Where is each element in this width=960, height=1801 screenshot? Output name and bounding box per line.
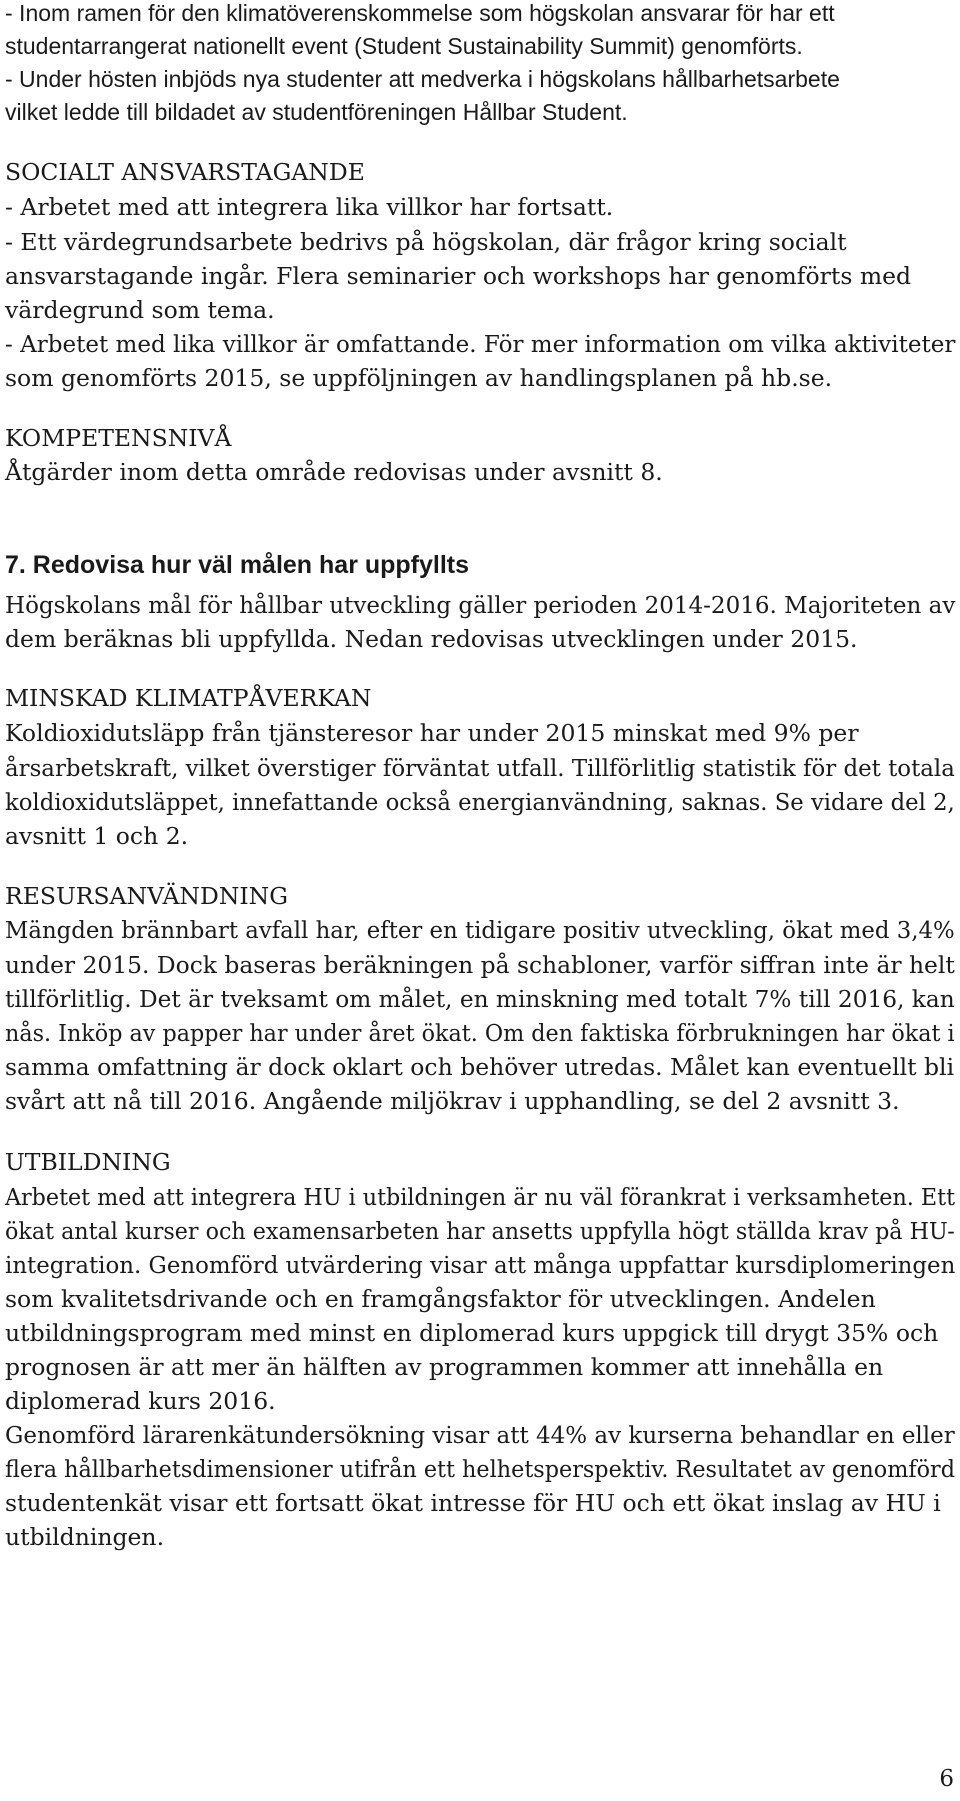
section-7-line: dem beräknas bli uppfyllda. Nedan redovisas utvecklingen under 2015. [5,625,858,653]
socialt-line: ansvarstagande ingår. Flera seminarier och workshops har genomförts med [5,262,912,290]
section-7-heading: 7. Redovisa hur väl målen har uppfyllts [5,551,470,579]
utbildning-line: Genomförd lärarenkätundersökning visar att 44% av kurserna behandlar en eller [5,1421,955,1449]
resurs-line: Mängden brännbart avfall har, efter en tidigare positiv utveckling, ökat med 3,4% [5,916,955,944]
utbildning-line: prognosen är att mer än hälften av programmen kommer att innehålla en [5,1353,884,1381]
kompetens-heading: KOMPETENSNIVÅ [5,424,232,452]
resurs-heading: RESURSANVÄNDNING [5,882,289,910]
utbildning-line: integration. Genomförd utvärdering visar att många uppfattar kursdiplomeringen [5,1251,956,1279]
intro-line: studentarrangerat nationellt event (Student Sustainability Summit) genomförts. [5,33,803,59]
intro-line: vilket ledde till bildadet av studentföreningen Hållbar Student. [5,99,628,125]
socialt-line: - Ett värdegrundsarbete bedrivs på högskolan, där frågor kring socialt [5,228,847,256]
resurs-line: nås. Inköp av papper har under året ökat. Om den faktiska förbrukningen har ökat i [5,1019,955,1047]
utbildning-line: som kvalitetsdrivande och en framgångsfaktor för utvecklingen. Andelen [5,1285,876,1313]
section-7-line: Högskolans mål för hållbar utveckling gäller perioden 2014-2016. Majoriteten av [5,591,956,619]
utbildning-heading: UTBILDNING [5,1148,171,1176]
klimat-line: årsarbetskraft, vilket överstiger förväntat utfall. Tillförlitlig statistik för det totala [5,754,955,782]
utbildning-line: Arbetet med att integrera HU i utbildningen är nu väl förankrat i verksamheten. Ett [5,1183,956,1211]
resurs-line: under 2015. Dock baseras beräkningen på schabloner, varför siffran inte är helt [5,951,955,979]
resurs-line: samma omfattning är dock oklart och behöver utredas. Målet kan eventuellt bli [5,1053,955,1081]
socialt-heading: SOCIALT ANSVARSTAGANDE [5,158,365,186]
klimat-line: Koldioxidutsläpp från tjänsteresor har under 2015 minskat med 9% per [5,719,859,747]
utbildning-line: utbildningen. [5,1523,165,1551]
utbildning-line: diplomerad kurs 2016. [5,1387,276,1415]
resurs-line: svårt att nå till 2016. Angående miljökrav i upphandling, se del 2 avsnitt 3. [5,1087,900,1115]
socialt-line: - Arbetet med lika villkor är omfattande. För mer information om vilka aktiviteter [5,330,956,358]
kompetens-line: Åtgärder inom detta område redovisas under avsnitt 8. [5,458,663,486]
intro-line: - Under hösten inbjöds nya studenter att medverka i högskolans hållbarhetsarbete [5,66,840,92]
page-number: 6 [939,1766,954,1792]
socialt-line: - Arbetet med att integrera lika villkor har fortsatt. [5,193,614,221]
utbildning-line: ökat antal kurser och examensarbeten har ansetts uppfylla högt ställda krav på HU- [5,1217,955,1245]
intro-line: - Inom ramen för den klimatöverenskommelse som högskolan ansvarar för har ett [5,0,835,26]
socialt-line: som genomförts 2015, se uppföljningen av handlingsplanen på hb.se. [5,364,833,392]
utbildning-line: utbildningsprogram med minst en diplomerad kurs uppgick till drygt 35% och [5,1319,939,1347]
klimat-line: avsnitt 1 och 2. [5,822,189,850]
klimat-heading: MINSKAD KLIMATPÅVERKAN [5,684,372,712]
socialt-line: värdegrund som tema. [5,296,275,324]
utbildning-line: flera hållbarhetsdimensioner utifrån ett helhetsperspektiv. Resultatet av genomförd [5,1455,955,1483]
klimat-line: koldioxidutsläppet, innefattande också energianvändning, saknas. Se vidare del 2, [5,788,955,816]
utbildning-line: studentenkät visar ett fortsatt ökat intresse för HU och ett ökat inslag av HU i [5,1489,941,1517]
resurs-line: tillförlitlig. Det är tveksamt om målet, en minskning med totalt 7% till 2016, kan [5,985,955,1013]
